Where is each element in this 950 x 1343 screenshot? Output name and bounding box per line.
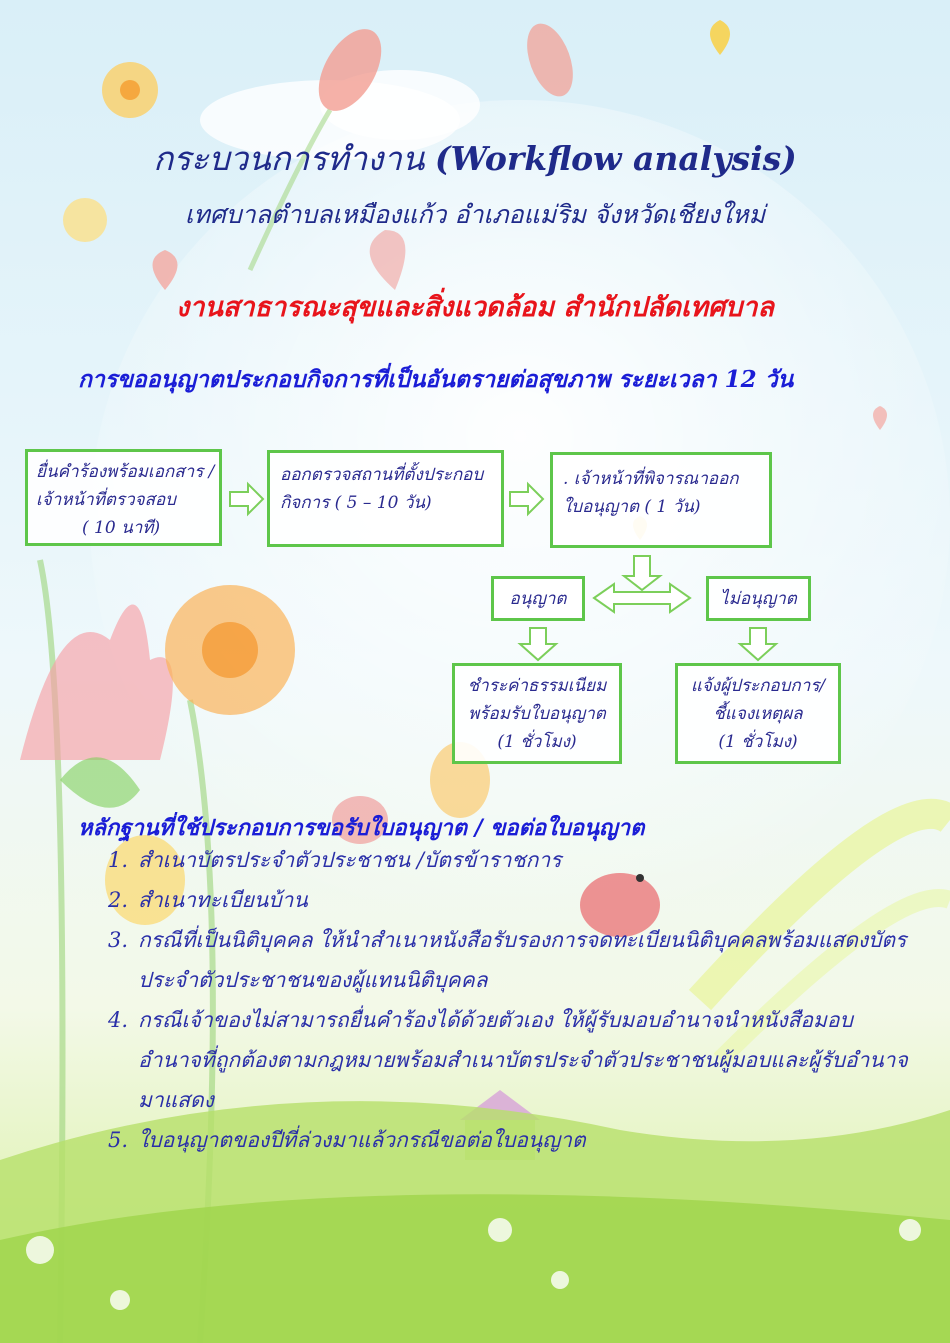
result-text: พร้อมรับใบอนุญาต [468, 704, 606, 724]
evidence-list [108, 840, 908, 1160]
deny-result-box [675, 663, 841, 764]
process-title: การขออนุญาตประกอบกิจการที่เป็นอันตรายต่อสุขภาพ ระยะเวลา 12 วัน [78, 366, 794, 393]
list-item: 2. สำเนาทะเบียนบ้าน [108, 888, 308, 912]
department-title: งานสาธารณะสุขและสิ่งแวดล้อม สำนักปลัดเทศบาล [176, 292, 774, 323]
step-consider-box [550, 452, 772, 548]
list-item: 1. สำเนาบัตรประจำตัวประชาชน /บัตรข้าราชการ [108, 848, 562, 872]
approve-result-box [452, 663, 622, 764]
step-inspect-box [267, 450, 504, 547]
step-text: กิจการ ( 5 – 10 วัน) [280, 493, 432, 513]
approve-box [491, 576, 585, 621]
step-text: ( 10 นาที) [82, 518, 161, 538]
list-item: 4. กรณีเจ้าของไม่สามารถยื่นคำร้องได้ด้วยตัวเอง ให้ผู้รับมอบอำนาจนำหนังสือมอบอำนาจที่ถูกต้องตามกฎหมายพร้อมสำเนาบัตรประจำตัวประชาชนผู้มอบและผู้รับอำนาจมาแสดง [108, 1008, 908, 1112]
list-item: 5. ใบอนุญาตของปีที่ล่วงมาแล้วกรณีขอต่อใบอนุญาต [108, 1128, 586, 1152]
title-english: (Workflow analysis) [434, 139, 797, 178]
result-text: (1 ชั่วโมง) [497, 732, 577, 752]
step-text: เจ้าหน้าที่ตรวจสอบ [36, 490, 176, 510]
approve-label: อนุญาต [509, 589, 567, 609]
page-subtitle: เทศบาลตำบลเหมืองแก้ว อำเภอแม่ริม จังหวัดเชียงใหม่ [184, 200, 766, 229]
step-text: ใบอนุญาต ( 1 วัน) [563, 497, 701, 517]
step-text: ออกตรวจสถานที่ตั้งประกอบ [280, 465, 484, 485]
evidence-title: หลักฐานที่ใช้ประกอบการขอรับใบอนุญาต / ขอต่อใบอนุญาต [78, 815, 645, 841]
deny-label: ไม่อนุญาต [720, 589, 797, 609]
result-text: แจ้งผู้ประกอบการ/ [690, 676, 826, 696]
step-submit-box [25, 449, 222, 546]
deny-box [706, 576, 811, 621]
page-title [0, 132, 950, 185]
list-item: 3. กรณีที่เป็นนิติบุคคล ให้นำสำเนาหนังสือรับรองการจดทะเบียนนิติบุคคลพร้อมแสดงบัตรประจำตัวประชาชนของผู้แทนนิติบุคคล [108, 928, 907, 992]
result-text: ชี้แจงเหตุผล [713, 704, 803, 724]
result-text: ชำระค่าธรรมเนียม [467, 676, 607, 696]
result-text: (1 ชั่วโมง) [718, 732, 798, 752]
step-text: ยื่นคำร้องพร้อมเอกสาร / [36, 462, 215, 482]
title-thai: กระบวนการทำงาน [153, 139, 425, 178]
step-text: . เจ้าหน้าที่พิจารณาออก [563, 469, 739, 489]
